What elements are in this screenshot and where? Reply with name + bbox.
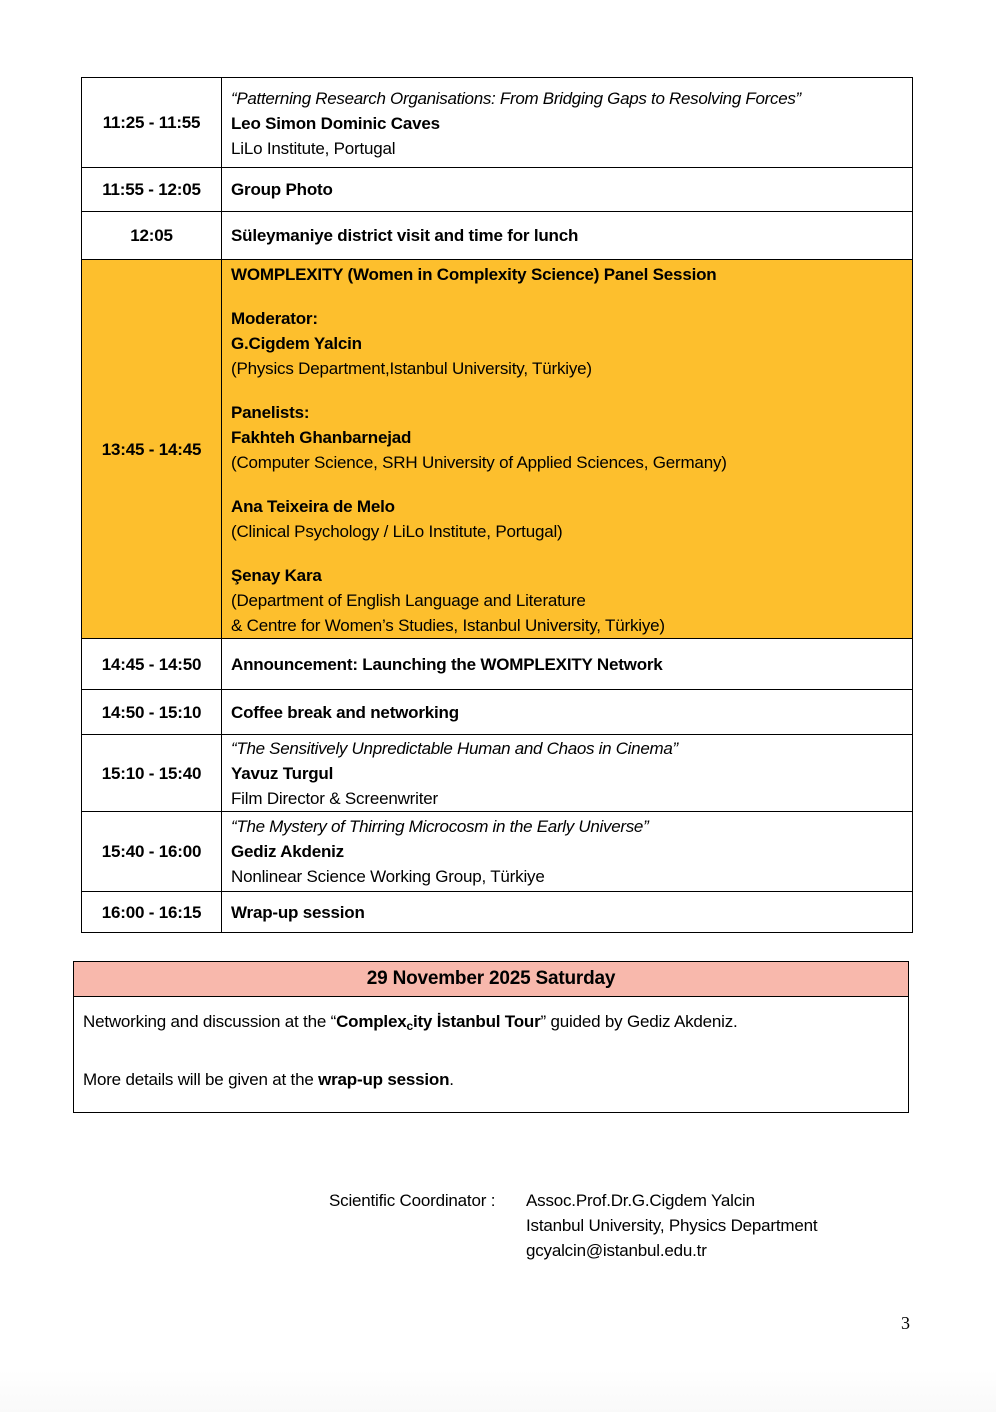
talk-title: “Patterning Research Organisations: From Bridging Gaps to Resolving Forces” [231,88,801,108]
schedule-row-talk2 [82,735,913,812]
wrap-up-session-ref: wrap-up session [318,1070,450,1089]
tour-description [83,1009,899,1039]
panel-title: WOMPLEXITY (Women in Complexity Science) Panel Session [231,265,717,284]
time-cell: 11:55 - 12:05 [82,168,222,212]
details-text-suffix: . [449,1070,454,1089]
schedule-row-panel-session [82,260,913,639]
content-cell [222,735,913,812]
speaker-affiliation: LiLo Institute, Portugal [231,138,396,158]
coordinator-details [526,1188,817,1263]
schedule-row-coffee-break [82,690,913,735]
tour-name-part1: Complex [336,1012,407,1031]
saturday-header: 29 November 2025 Saturday [74,962,908,997]
time-cell: 15:40 - 16:00 [82,812,222,892]
speaker-affiliation: Nonlinear Science Working Group, Türkiye [231,867,545,886]
tour-name [336,1012,540,1031]
details-note [83,1067,899,1092]
time-cell: 13:45 - 14:45 [82,260,222,639]
speaker-name: Leo Simon Dominic Caves [231,113,440,133]
schedule-row-talk1 [82,78,913,168]
speaker-name: Gediz Akdeniz [231,842,344,861]
coordinator-label: Scientific Coordinator : [329,1191,496,1210]
schedule-row-group-photo [82,168,913,212]
schedule-row-lunch [82,212,913,260]
event-label: Announcement: Launching the WOMPLEXITY Network [222,639,913,690]
speaker-name: Yavuz Turgul [231,763,334,783]
time-cell: 14:50 - 15:10 [82,690,222,735]
moderator-affiliation: (Physics Department,Istanbul University, Türkiye) [231,359,592,378]
schedule-row-announcement [82,639,913,690]
panelist-affiliation: (Computer Science, SRH University of Applied Sciences, Germany) [231,453,727,472]
content-cell [222,812,913,892]
scientific-coordinator [329,1188,817,1263]
moderator-name: G.Cigdem Yalcin [231,334,362,353]
speaker-affiliation: Film Director & Screenwriter [231,788,438,808]
time-cell: 11:25 - 11:55 [82,78,222,168]
schedule-table [81,77,913,933]
tour-text-suffix: ” guided by Gediz Akdeniz. [540,1012,738,1031]
panelists-label: Panelists: [231,403,310,422]
saturday-body [74,997,908,1092]
panelist-affiliation: & Centre for Women’s Studies, Istanbul University, Türkiye) [231,616,665,635]
event-label: Group Photo [222,168,913,212]
talk-title: “The Mystery of Thirring Microcosm in the Early Universe” [231,817,649,836]
time-cell: 16:00 - 16:15 [82,892,222,933]
moderator-label: Moderator: [231,309,318,328]
event-label: Wrap-up session [222,892,913,933]
time-cell: 15:10 - 15:40 [82,735,222,812]
event-label: Coffee break and networking [222,690,913,735]
schedule-row-wrap-up [82,892,913,933]
page-number: 3 [901,1313,910,1333]
coordinator-email[interactable]: gcyalcin@istanbul.edu.tr [526,1241,707,1260]
details-text-prefix: More details will be given at the [83,1070,319,1089]
panelist-name: Fakhteh Ghanbarnejad [231,428,412,447]
schedule-row-talk3 [82,812,913,892]
tour-name-part2: ity İstanbul Tour [412,1012,541,1031]
event-label: Süleymaniye district visit and time for lunch [222,212,913,260]
panelist-affiliation: (Clinical Psychology / LiLo Institute, Portugal) [231,522,563,541]
panelist-name: Ana Teixeira de Melo [231,497,395,516]
coordinator-affiliation: Istanbul University, Physics Department [526,1216,818,1235]
saturday-box [73,961,909,1113]
content-cell [222,78,913,168]
tour-name-subscript: c [406,1019,413,1033]
coordinator-name: Assoc.Prof.Dr.G.Cigdem Yalcin [526,1191,755,1210]
tour-text-prefix: Networking and discussion at the “ [83,1012,337,1031]
time-cell: 14:45 - 14:50 [82,639,222,690]
panelist-name: Şenay Kara [231,566,322,585]
talk-title: “The Sensitively Unpredictable Human and Chaos in Cinema” [231,738,678,758]
panelist-affiliation: (Department of English Language and Literature [231,591,586,610]
time-cell: 12:05 [82,212,222,260]
content-cell [222,260,913,639]
